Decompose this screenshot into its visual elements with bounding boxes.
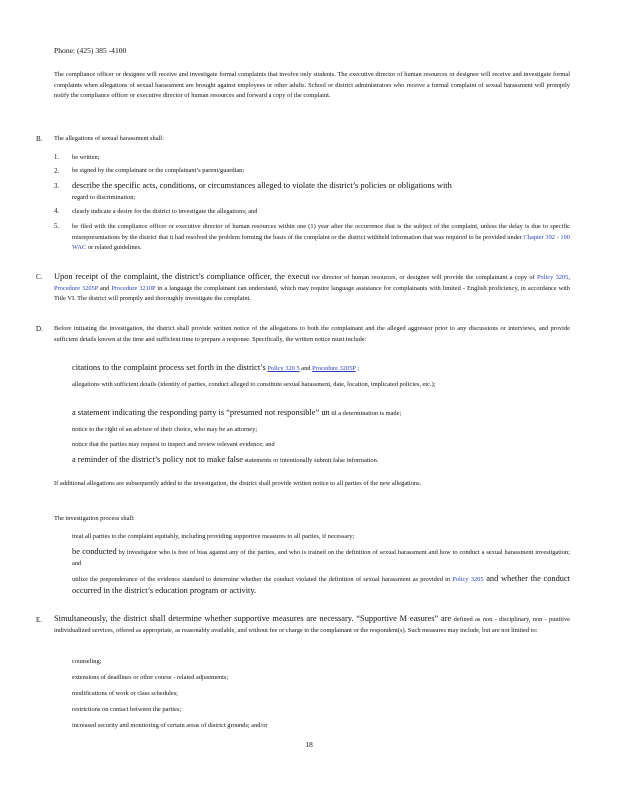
policy-3205-link[interactable]: Policy 3205: [536, 274, 569, 281]
policy-3205-link[interactable]: Policy 320 5: [267, 365, 300, 372]
section-d-intro: Before initiating the investigation, the district shall provide written notice of the allegations to both the complainant and the alleged aggressor prior to any discussions or interviews, and provide sufficient details known at the time and sufficient time to prepare a response. Specifically, the written notice must include:: [54, 325, 570, 343]
list-item-text: til a determination is made;: [331, 410, 402, 417]
procedure-3205p-link[interactable]: Procedure 3205P: [54, 284, 99, 292]
section-b-letter: B.: [36, 135, 43, 143]
section-d-letter: D.: [36, 325, 43, 333]
list-item: counseling;: [72, 658, 102, 665]
policy-3205-link[interactable]: Policy 3205: [452, 576, 484, 583]
additional-allegations-paragraph: If additional allegations are subsequently added to the investigation, the district shall provide written notice to all parties of the new allegations.: [54, 480, 422, 487]
phone-line: Phone: (425) 385 -4100: [54, 46, 127, 55]
list-item-text: or related guidelines.: [87, 244, 142, 252]
item-number: 4.: [54, 208, 60, 215]
list-item: extensions of deadlines or other course - related adjustments;: [72, 674, 229, 681]
section-e-letter: E.: [36, 616, 43, 624]
procedure-3205p-link[interactable]: Procedure 3205P: [312, 365, 356, 372]
list-item-text: statements or intentionally submit false information.: [244, 457, 379, 464]
list-item-text: a reminder of the district’s policy not to make false: [72, 455, 243, 464]
list-item: increased security and monitoring of certain areas of district grounds; and/or: [72, 722, 268, 729]
list-item: [72, 181, 570, 203]
separator: and: [98, 284, 112, 292]
page-number: 18: [305, 740, 313, 749]
section-c-text: ive director of human resources, or designee will provide the complainant a copy of: [311, 274, 535, 281]
section-c-letter: C.: [36, 273, 43, 281]
section-e-text: defined as non - disciplinary, non - punitive individualized services, offered as appropriate, as reasonably available, and without fee or charge to the complainant or the respondent(s). Such measures may include, but are not limited to:: [54, 616, 570, 634]
list-item: [72, 222, 570, 254]
list-item: treat all parties to the complaint equitably, including providing supportive measures to all parties, if necessary;: [72, 533, 355, 540]
list-item: restrictions on contact between the parties;: [72, 706, 182, 713]
list-item-text: utilize the preponderance of the evidence standard to determine whether the conduct violated the definition of sexual harassment as provided in: [72, 576, 451, 583]
list-item: be signed by the complainant or the complainant’s parent/guardian;: [72, 167, 245, 174]
separator: ,: [568, 274, 570, 281]
section-c-paragraph: [54, 272, 570, 305]
list-item-text: and whether the conduct occurred in the district’s education program or activity.: [72, 574, 571, 595]
separator: and: [299, 365, 313, 372]
list-item: notice to the right of an advisor of their choice, who may be an attorney;: [72, 426, 258, 433]
list-item-text: be conducted: [72, 547, 117, 556]
item-number: 1.: [54, 154, 60, 161]
separator: ;: [355, 365, 360, 372]
section-e-paragraph: [54, 614, 570, 636]
list-item-text: be filed with the compliance officer or executive director of human resources within one (1) year after the occurrence that is the subject of the complaint, unless the delay is due to specific misrepresentations by the district that it had resolved the problem forming the basis of the complaint or the district withheld information that was required to be provided under: [72, 223, 570, 241]
item-number: 3.: [54, 183, 60, 190]
list-item-text: a statement indicating the responding party is “presumed not responsible” un: [72, 408, 330, 417]
procedure-3210p-link[interactable]: Procedure 3210P: [111, 284, 156, 292]
list-item: [72, 574, 570, 597]
list-item-text: by investigator who is free of bias against any of the parties, and who is trained on the definition of sexual harassment and how to conduct a sexual harassment investigation; and: [72, 549, 570, 567]
list-item: notice that the parties may request to inspect and review relevant evidence; and: [72, 441, 275, 448]
section-b-heading: The allegations of sexual harassment shall:: [54, 135, 164, 142]
intro-paragraph: The compliance officer or designee will receive and investigate formal complaints that involve only students. The executive director of human resources or designee will receive and investigate formal complaints when allegations of sexual harassment are brought against employees or other adults. School or district administrators who receive a formal complaint of sexual harassment will promptly notify the compliance officer or executive director of human resources and forward a copy of the complaint.: [54, 71, 570, 100]
section-e-lead: Simultaneously, the district shall determine whether supportive measures are necessary. “Supportive M easures” are: [54, 614, 452, 623]
section-c-lead: Upon receipt of the complaint, the district’s compliance officer, the execut: [54, 272, 310, 281]
section-c-text: in a language the complainant can understand, which may require language assistance for complainants with limited - English proficiency, in accordance with Title VI. The district will promptly and thoroughly investigate the complaint.: [54, 284, 570, 303]
list-item: be written;: [72, 154, 100, 161]
list-item: modifications of work or class schedules;: [72, 690, 178, 697]
list-item: allegations with sufficient details (identity of parties, conduct alleged to constitute sexual harassment, date, location, implicated policies, etc.);: [72, 381, 436, 388]
list-item: clearly indicate a desire for the district to investigate the allegations; and: [72, 208, 258, 215]
chapter-link[interactable]: Chapter 392 - 190 WAC: [72, 233, 570, 252]
list-item-text: citations to the complaint process set forth in the district’s: [72, 363, 266, 372]
list-item-text: describe the specific acts, conditions, or circumstances alleged to violate the district’s policies or obligations with: [72, 181, 452, 190]
list-item: [72, 547, 570, 569]
list-item: [72, 455, 570, 467]
item-number: 2.: [54, 168, 60, 175]
list-item: [72, 408, 570, 420]
item-number: 5.: [54, 223, 60, 230]
list-item-text: regard to discrimination;: [72, 193, 136, 201]
list-item: [72, 363, 570, 375]
investigation-process-heading: The investigation process shall:: [54, 515, 135, 522]
